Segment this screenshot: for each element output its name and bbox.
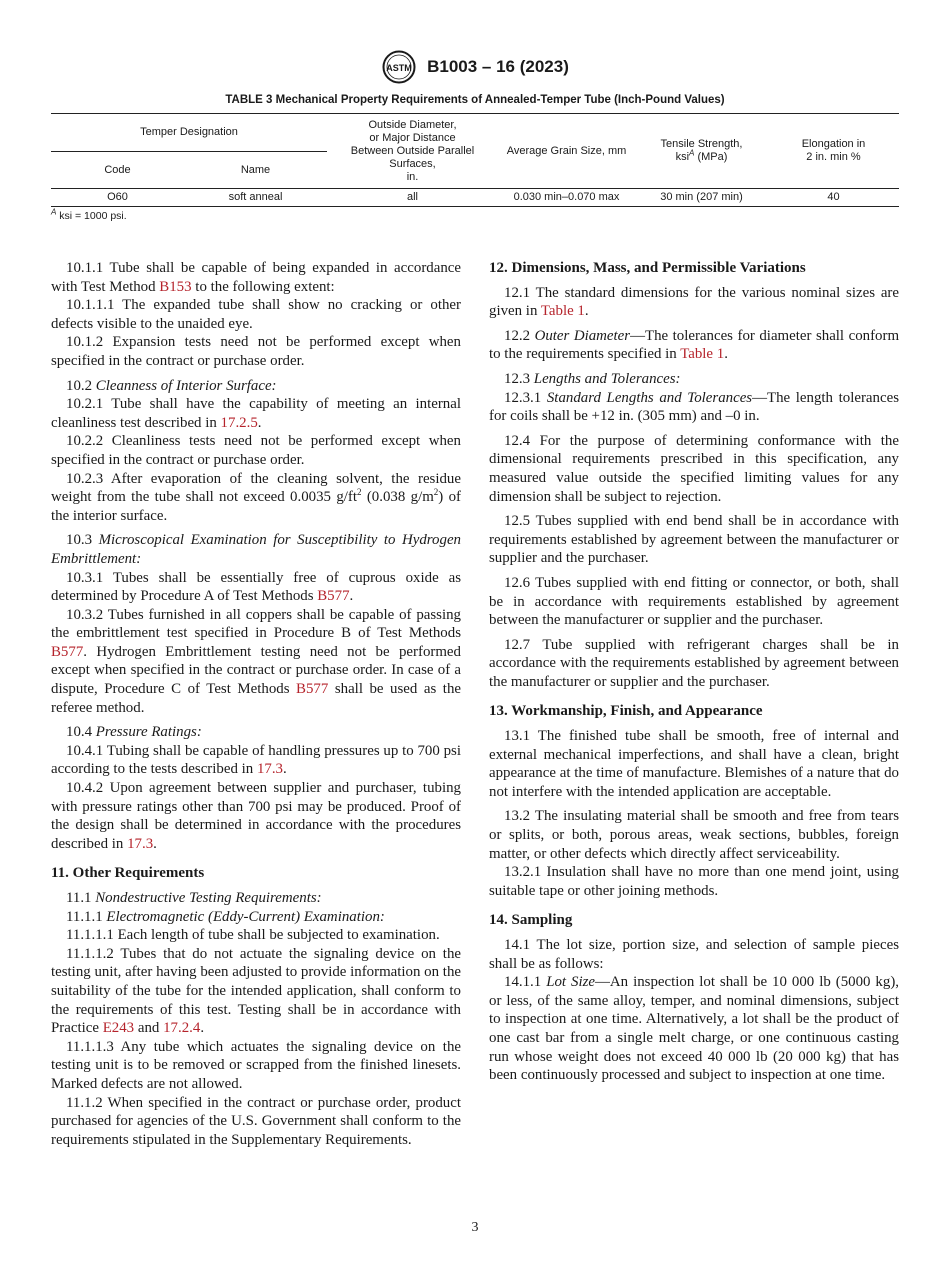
paragraph-10-1-1-1: 10.1.1.1 The expanded tube shall show no cracking or other defects visible to the unaided eye. <box>51 297 461 332</box>
mechanical-property-table <box>51 113 899 207</box>
paragraph-13-1: 13.1 The finished tube shall be smooth, free of internal and external mechanical imperfections, and shall have a clean, bright appearance at the time of manufacture. Blemishes of a nature that do not interfere with the intended application are acceptable. <box>489 728 899 800</box>
left-column <box>51 259 461 1149</box>
cell-tensile: 30 min (207 min) <box>635 189 768 207</box>
link-table-1[interactable]: Table 1 <box>680 346 725 363</box>
paragraph-10-2-3: 10.2.3 After evaporation of the cleaning solvent, the residue weight from the tube shall not exceed 0.0035 $g/ft^2$ (0.038 $g/m^2$) of the interior surface. <box>51 470 461 524</box>
table-row <box>51 189 899 207</box>
paragraph-14-1-1: 14.1.1 Lot Size—An inspection lot shall be 10 000 lb (5000 kg), or less, of the same alloy, temper, and nominal dimensions, subject to inspection at one time. Alternatively, a lot shall be the product of one cast bar from a single melt charge, or one continuous casting run whose weight does not exceed 40 000 lb (20 000 kg) that has been continuously processed and subject to inspection at one time. <box>489 974 900 1084</box>
paragraph-12-6: 12.6 Tubes supplied with end fitting or connector, or both, shall be in accordance with requirements established by agreement between the manufacturer or supplier and the purchaser. <box>489 574 899 629</box>
paragraph-10-2-2: 10.2.2 Cleanliness tests need not be performed except when specified in the contract or purchase order. <box>51 433 461 468</box>
link-b153[interactable]: B153 <box>159 278 192 295</box>
link-17-2-4[interactable]: 17.2.4 <box>163 1020 201 1037</box>
astm-logo-icon <box>381 50 417 84</box>
table-caption: TABLE 3 Mechanical Property Requirements of Annealed-Temper Tube (Inch-Pound Values) <box>225 94 725 106</box>
section-heading-12: 12. Dimensions, Mass, and Permissible Variations <box>489 260 806 276</box>
paragraph-10-4: 10.4 Pressure Ratings: <box>66 724 202 741</box>
paragraph-11-1-2: 11.1.2 When specified in the contract or purchase order, product purchased for agencies of the U.S. Government shall conform to the requirements stipulated in the Supplementary Requirements. <box>51 1094 461 1148</box>
paragraph-12-3-1: 12.3.1 Standard Lengths and Tolerances—The length tolerances for coils shall be +12 in. (305 mm) and –0 in. <box>489 389 899 425</box>
paragraph-12-1: 12.1 The standard dimensions for the various nominal sizes are given in Table 1. <box>489 284 899 320</box>
paragraph-11-1: 11.1 Nondestructive Testing Requirements: <box>66 890 322 906</box>
paragraph-10-4-2: 10.4.2 Upon agreement between supplier and purchaser, tubing with pressure ratings other than 700 psi may be produced. Proof of the design shall be determined in accordance with the procedures described in 17.3. <box>51 780 461 852</box>
link-b577[interactable]: B577 <box>51 643 84 660</box>
right-column <box>489 259 899 1085</box>
header-tensile-strength: Tensile Strength, ksi$^A$ (MPa) <box>635 114 768 189</box>
paragraph-11-1-1-1: 11.1.1.1 Each length of tube shall be subjected to examination. <box>66 927 440 944</box>
cell-od: all <box>327 189 498 207</box>
paragraph-11-1-1-3: 11.1.1.3 Any tube which actuates the signaling device on the testing unit is to be removed or scrapped from the finished linesets. Marked defects are not allowed. <box>51 1038 461 1092</box>
link-b577[interactable]: B577 <box>296 681 329 698</box>
document-id: B1003 – 16 (2023) <box>427 57 569 76</box>
link-e243[interactable]: E243 <box>102 1020 135 1037</box>
cell-grain: 0.030 min–0.070 max <box>498 189 635 207</box>
paragraph-11-1-1-2: 11.1.1.2 Tubes that do not actuate the signaling device on the testing unit, after having been adjusted to provide information on the suitability of the tube for the intended application, shall conform to the requirements of this test. Testing shall be in accordance with Practice E243 and 17.2.4. <box>51 945 461 1037</box>
cell-code: O60 <box>51 189 184 207</box>
paragraph-10-2-1: 10.2.1 Tube shall have the capability of meeting an internal cleanliness test described in 17.2.5. <box>51 396 461 431</box>
paragraph-12-3: 12.3 Lengths and Tolerances: <box>504 370 681 387</box>
paragraph-10-1-2: 10.1.2 Expansion tests need not be performed except when specified in the contract or purchase order. <box>51 334 461 369</box>
paragraph-14-1: 14.1 The lot size, portion size, and selection of sample pieces shall be as follows: <box>489 937 899 972</box>
link-table-1[interactable]: Table 1 <box>540 303 585 320</box>
paragraph-13-2: 13.2 The insulating material shall be smooth and free from tears or splits, or both, porous areas, weak sections, bubbles, foreign matter, or other defects which directly affect serviceability. <box>489 808 899 862</box>
paragraph-10-3-1: 10.3.1 Tubes shall be essentially free of cuprous oxide as determined by Procedure A of Test Methods B577. <box>51 569 461 605</box>
link-b577[interactable]: B577 <box>317 588 350 605</box>
link-17-2-5[interactable]: 17.2.5 <box>220 414 258 431</box>
header-elongation: Elongation in 2 in. min % <box>768 114 899 189</box>
paragraph-10-2: 10.2 Cleanness of Interior Surface: <box>66 377 277 394</box>
table-footnote: $^A$ ksi = 1000 psi. <box>51 207 127 222</box>
paragraph-12-4: 12.4 For the purpose of determining conformance with the dimensional requirements prescribed in this specification, any measured value outside the specified limiting values for any dimension shall be subject to rejection. <box>489 432 899 505</box>
paragraph-13-2-1: 13.2.1 Insulation shall have no more than one mend joint, using suitable tape or other joining methods. <box>489 864 899 899</box>
link-17-3[interactable]: 17.3 <box>127 835 154 852</box>
paragraph-12-5: 12.5 Tubes supplied with end bend shall be in accordance with requirements established by agreement between the manufacturer or supplier and the purchaser. <box>489 513 899 567</box>
paragraph-12-2: 12.2 Outer Diameter—The tolerances for diameter shall conform to the requirements specified in Table 1. <box>489 327 900 363</box>
page-header <box>0 50 950 84</box>
header-outside-diameter: Outside Diameter, or Major Distance Between Outside Parallel Surfaces, in. <box>327 114 498 189</box>
paragraph-11-1-1: 11.1.1 Electromagnetic (Eddy-Current) Examination: <box>66 908 385 925</box>
cell-name: soft anneal <box>184 189 327 207</box>
svg-text:ASTM: ASTM <box>386 63 412 73</box>
paragraph-10-3-2: 10.3.2 Tubes furnished in all coppers shall be capable of passing the embrittlement test specified in Procedure B of Test Methods B577. Hydrogen Embrittlement testing need not be performed except when specified in the contract or purchase order. In case of a dispute, Procedure C of Test Methods B577 shall be used as the referee method. <box>51 606 461 716</box>
header-grain-size: Average Grain Size, mm <box>498 114 635 189</box>
paragraph-12-7: 12.7 Tube supplied with refrigerant charges shall be in accordance with the requirements established by agreement between the manufacturer or supplier and the purchaser. <box>489 636 899 690</box>
header-code: Code <box>51 152 184 189</box>
paragraph-10-1-1: 10.1.1 Tube shall be capable of being expanded in accordance with Test Method B153 to the following extent: <box>51 260 461 295</box>
page-number: 3 <box>471 1220 479 1235</box>
paragraph-10-3: 10.3 Microscopical Examination for Susceptibility to Hydrogen Embrittlement: <box>51 532 461 567</box>
cell-elongation: 40 <box>768 189 899 207</box>
section-heading-13: 13. Workmanship, Finish, and Appearance <box>489 703 763 720</box>
section-heading-14: 14. Sampling <box>489 912 573 929</box>
paragraph-10-4-1: 10.4.1 Tubing shall be capable of handling pressures up to 700 psi according to the tests described in 17.3. <box>51 742 461 778</box>
link-17-3[interactable]: 17.3 <box>256 761 283 778</box>
header-name: Name <box>184 152 327 189</box>
header-temper-designation: Temper Designation <box>51 114 327 152</box>
section-heading-11: 11. Other Requirements <box>51 865 205 882</box>
